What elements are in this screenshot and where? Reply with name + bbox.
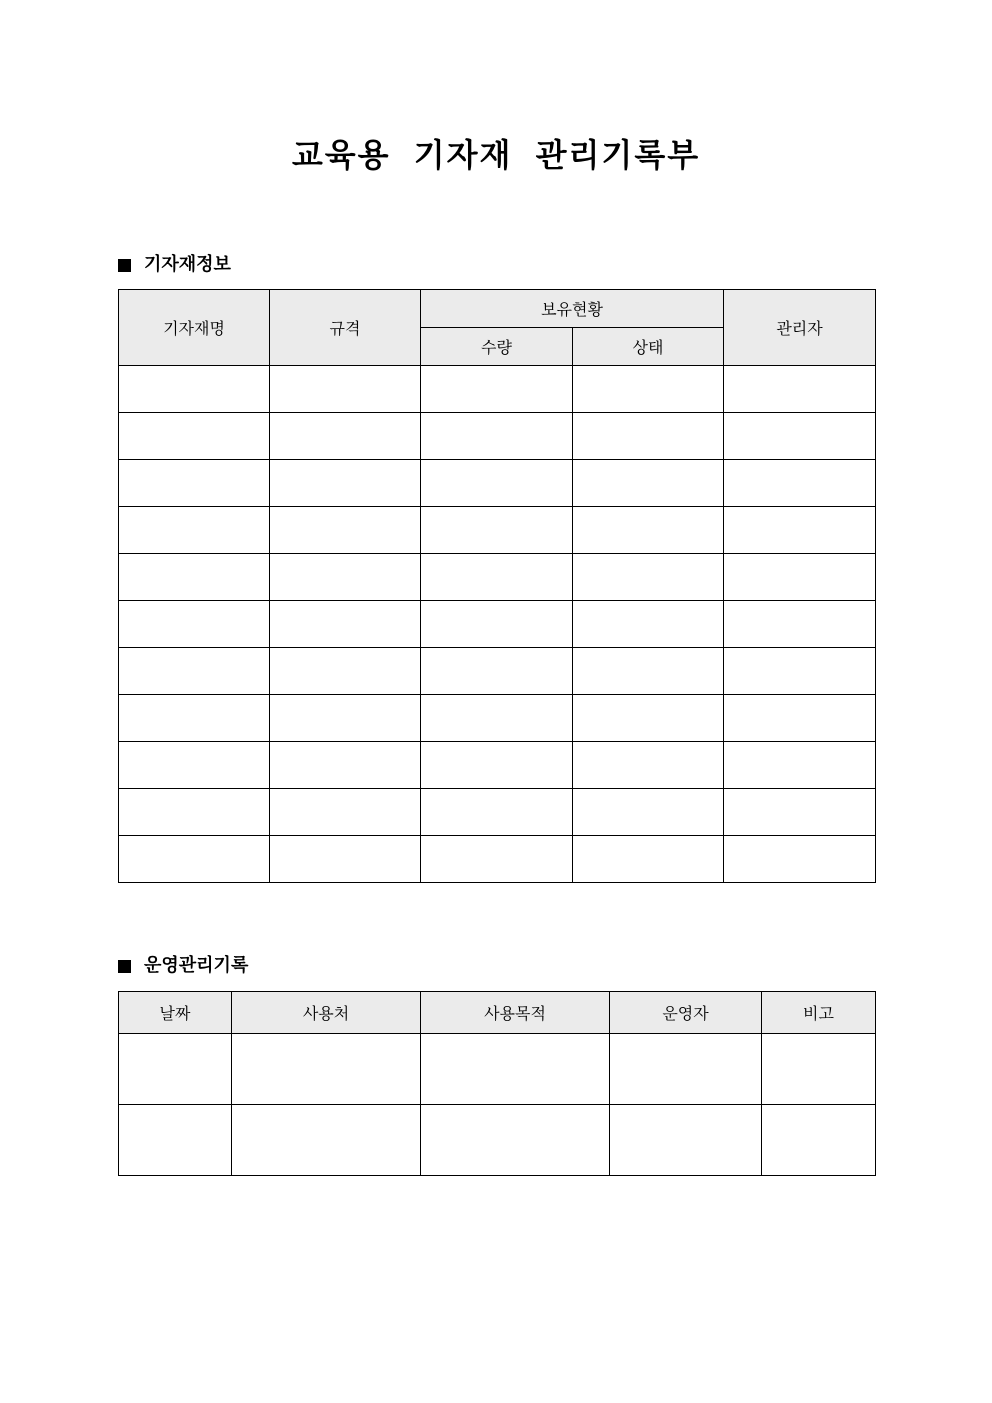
operations-header-row: [119, 992, 876, 1034]
equipment-section-title: 기자재정보: [144, 254, 231, 275]
cell-operator[interactable]: [610, 1034, 762, 1105]
column-header-manager: 관리자: [724, 290, 876, 366]
cell-spec[interactable]: [270, 695, 421, 742]
cell-spec[interactable]: [270, 507, 421, 554]
cell-quantity[interactable]: [421, 507, 573, 554]
cell-quantity[interactable]: [421, 601, 573, 648]
cell-name[interactable]: [119, 507, 270, 554]
cell-date[interactable]: [119, 1105, 232, 1176]
table-row: [119, 413, 876, 460]
cell-spec[interactable]: [270, 742, 421, 789]
cell-name[interactable]: [119, 695, 270, 742]
column-header-equipment-name: 기자재명: [119, 290, 270, 366]
cell-quantity[interactable]: [421, 695, 573, 742]
table-row: [119, 789, 876, 836]
table-row: [119, 460, 876, 507]
operations-table: [118, 991, 876, 1176]
cell-condition[interactable]: [573, 554, 724, 601]
cell-spec[interactable]: [270, 601, 421, 648]
cell-manager[interactable]: [724, 742, 876, 789]
cell-manager[interactable]: [724, 507, 876, 554]
column-header-user: 사용처: [232, 992, 421, 1034]
table-row: [119, 554, 876, 601]
column-header-date: 날짜: [119, 992, 232, 1034]
column-header-remarks: 비고: [762, 992, 876, 1034]
cell-manager[interactable]: [724, 648, 876, 695]
square-bullet-icon: [118, 960, 131, 973]
cell-quantity[interactable]: [421, 366, 573, 413]
cell-manager[interactable]: [724, 836, 876, 883]
cell-remarks[interactable]: [762, 1105, 876, 1176]
cell-condition[interactable]: [573, 413, 724, 460]
cell-condition[interactable]: [573, 648, 724, 695]
cell-quantity[interactable]: [421, 648, 573, 695]
cell-quantity[interactable]: [421, 789, 573, 836]
cell-quantity[interactable]: [421, 413, 573, 460]
column-header-quantity: 수량: [421, 328, 573, 366]
column-header-purpose: 사용목적: [421, 992, 610, 1034]
cell-condition[interactable]: [573, 601, 724, 648]
equipment-section-heading: [118, 253, 231, 277]
cell-manager[interactable]: [724, 413, 876, 460]
table-row: [119, 1105, 876, 1176]
cell-name[interactable]: [119, 789, 270, 836]
cell-manager[interactable]: [724, 554, 876, 601]
cell-name[interactable]: [119, 836, 270, 883]
cell-remarks[interactable]: [762, 1034, 876, 1105]
cell-manager[interactable]: [724, 601, 876, 648]
cell-date[interactable]: [119, 1034, 232, 1105]
table-row: [119, 742, 876, 789]
cell-quantity[interactable]: [421, 460, 573, 507]
cell-condition[interactable]: [573, 836, 724, 883]
cell-spec[interactable]: [270, 554, 421, 601]
cell-spec[interactable]: [270, 460, 421, 507]
operations-section-title: 운영관리기록: [144, 955, 249, 976]
equipment-header-row: [119, 290, 876, 328]
cell-name[interactable]: [119, 366, 270, 413]
equipment-table: [118, 289, 876, 883]
table-row: [119, 695, 876, 742]
cell-condition[interactable]: [573, 366, 724, 413]
cell-name[interactable]: [119, 601, 270, 648]
column-header-condition: 상태: [573, 328, 724, 366]
cell-spec[interactable]: [270, 366, 421, 413]
cell-quantity[interactable]: [421, 742, 573, 789]
cell-spec[interactable]: [270, 836, 421, 883]
cell-condition[interactable]: [573, 789, 724, 836]
cell-user[interactable]: [232, 1105, 421, 1176]
cell-purpose[interactable]: [421, 1034, 610, 1105]
cell-manager[interactable]: [724, 695, 876, 742]
table-row: [119, 366, 876, 413]
cell-manager[interactable]: [724, 460, 876, 507]
column-header-spec: 규격: [270, 290, 421, 366]
cell-manager[interactable]: [724, 366, 876, 413]
cell-name[interactable]: [119, 413, 270, 460]
operations-section-heading: [118, 954, 248, 978]
cell-name[interactable]: [119, 460, 270, 507]
cell-purpose[interactable]: [421, 1105, 610, 1176]
cell-manager[interactable]: [724, 789, 876, 836]
cell-quantity[interactable]: [421, 836, 573, 883]
table-row: [119, 1034, 876, 1105]
cell-spec[interactable]: [270, 413, 421, 460]
document-title: 교육용 기자재 관리기록부: [291, 136, 701, 174]
cell-condition[interactable]: [573, 695, 724, 742]
cell-name[interactable]: [119, 554, 270, 601]
cell-name[interactable]: [119, 648, 270, 695]
cell-condition[interactable]: [573, 742, 724, 789]
cell-quantity[interactable]: [421, 554, 573, 601]
table-row: [119, 836, 876, 883]
table-row: [119, 601, 876, 648]
column-header-operator: 운영자: [610, 992, 762, 1034]
cell-user[interactable]: [232, 1034, 421, 1105]
cell-condition[interactable]: [573, 507, 724, 554]
cell-name[interactable]: [119, 742, 270, 789]
cell-spec[interactable]: [270, 648, 421, 695]
cell-operator[interactable]: [610, 1105, 762, 1176]
table-row: [119, 507, 876, 554]
square-bullet-icon: [118, 259, 131, 272]
column-header-holding-status: 보유현황: [421, 290, 724, 328]
cell-condition[interactable]: [573, 460, 724, 507]
table-row: [119, 648, 876, 695]
cell-spec[interactable]: [270, 789, 421, 836]
